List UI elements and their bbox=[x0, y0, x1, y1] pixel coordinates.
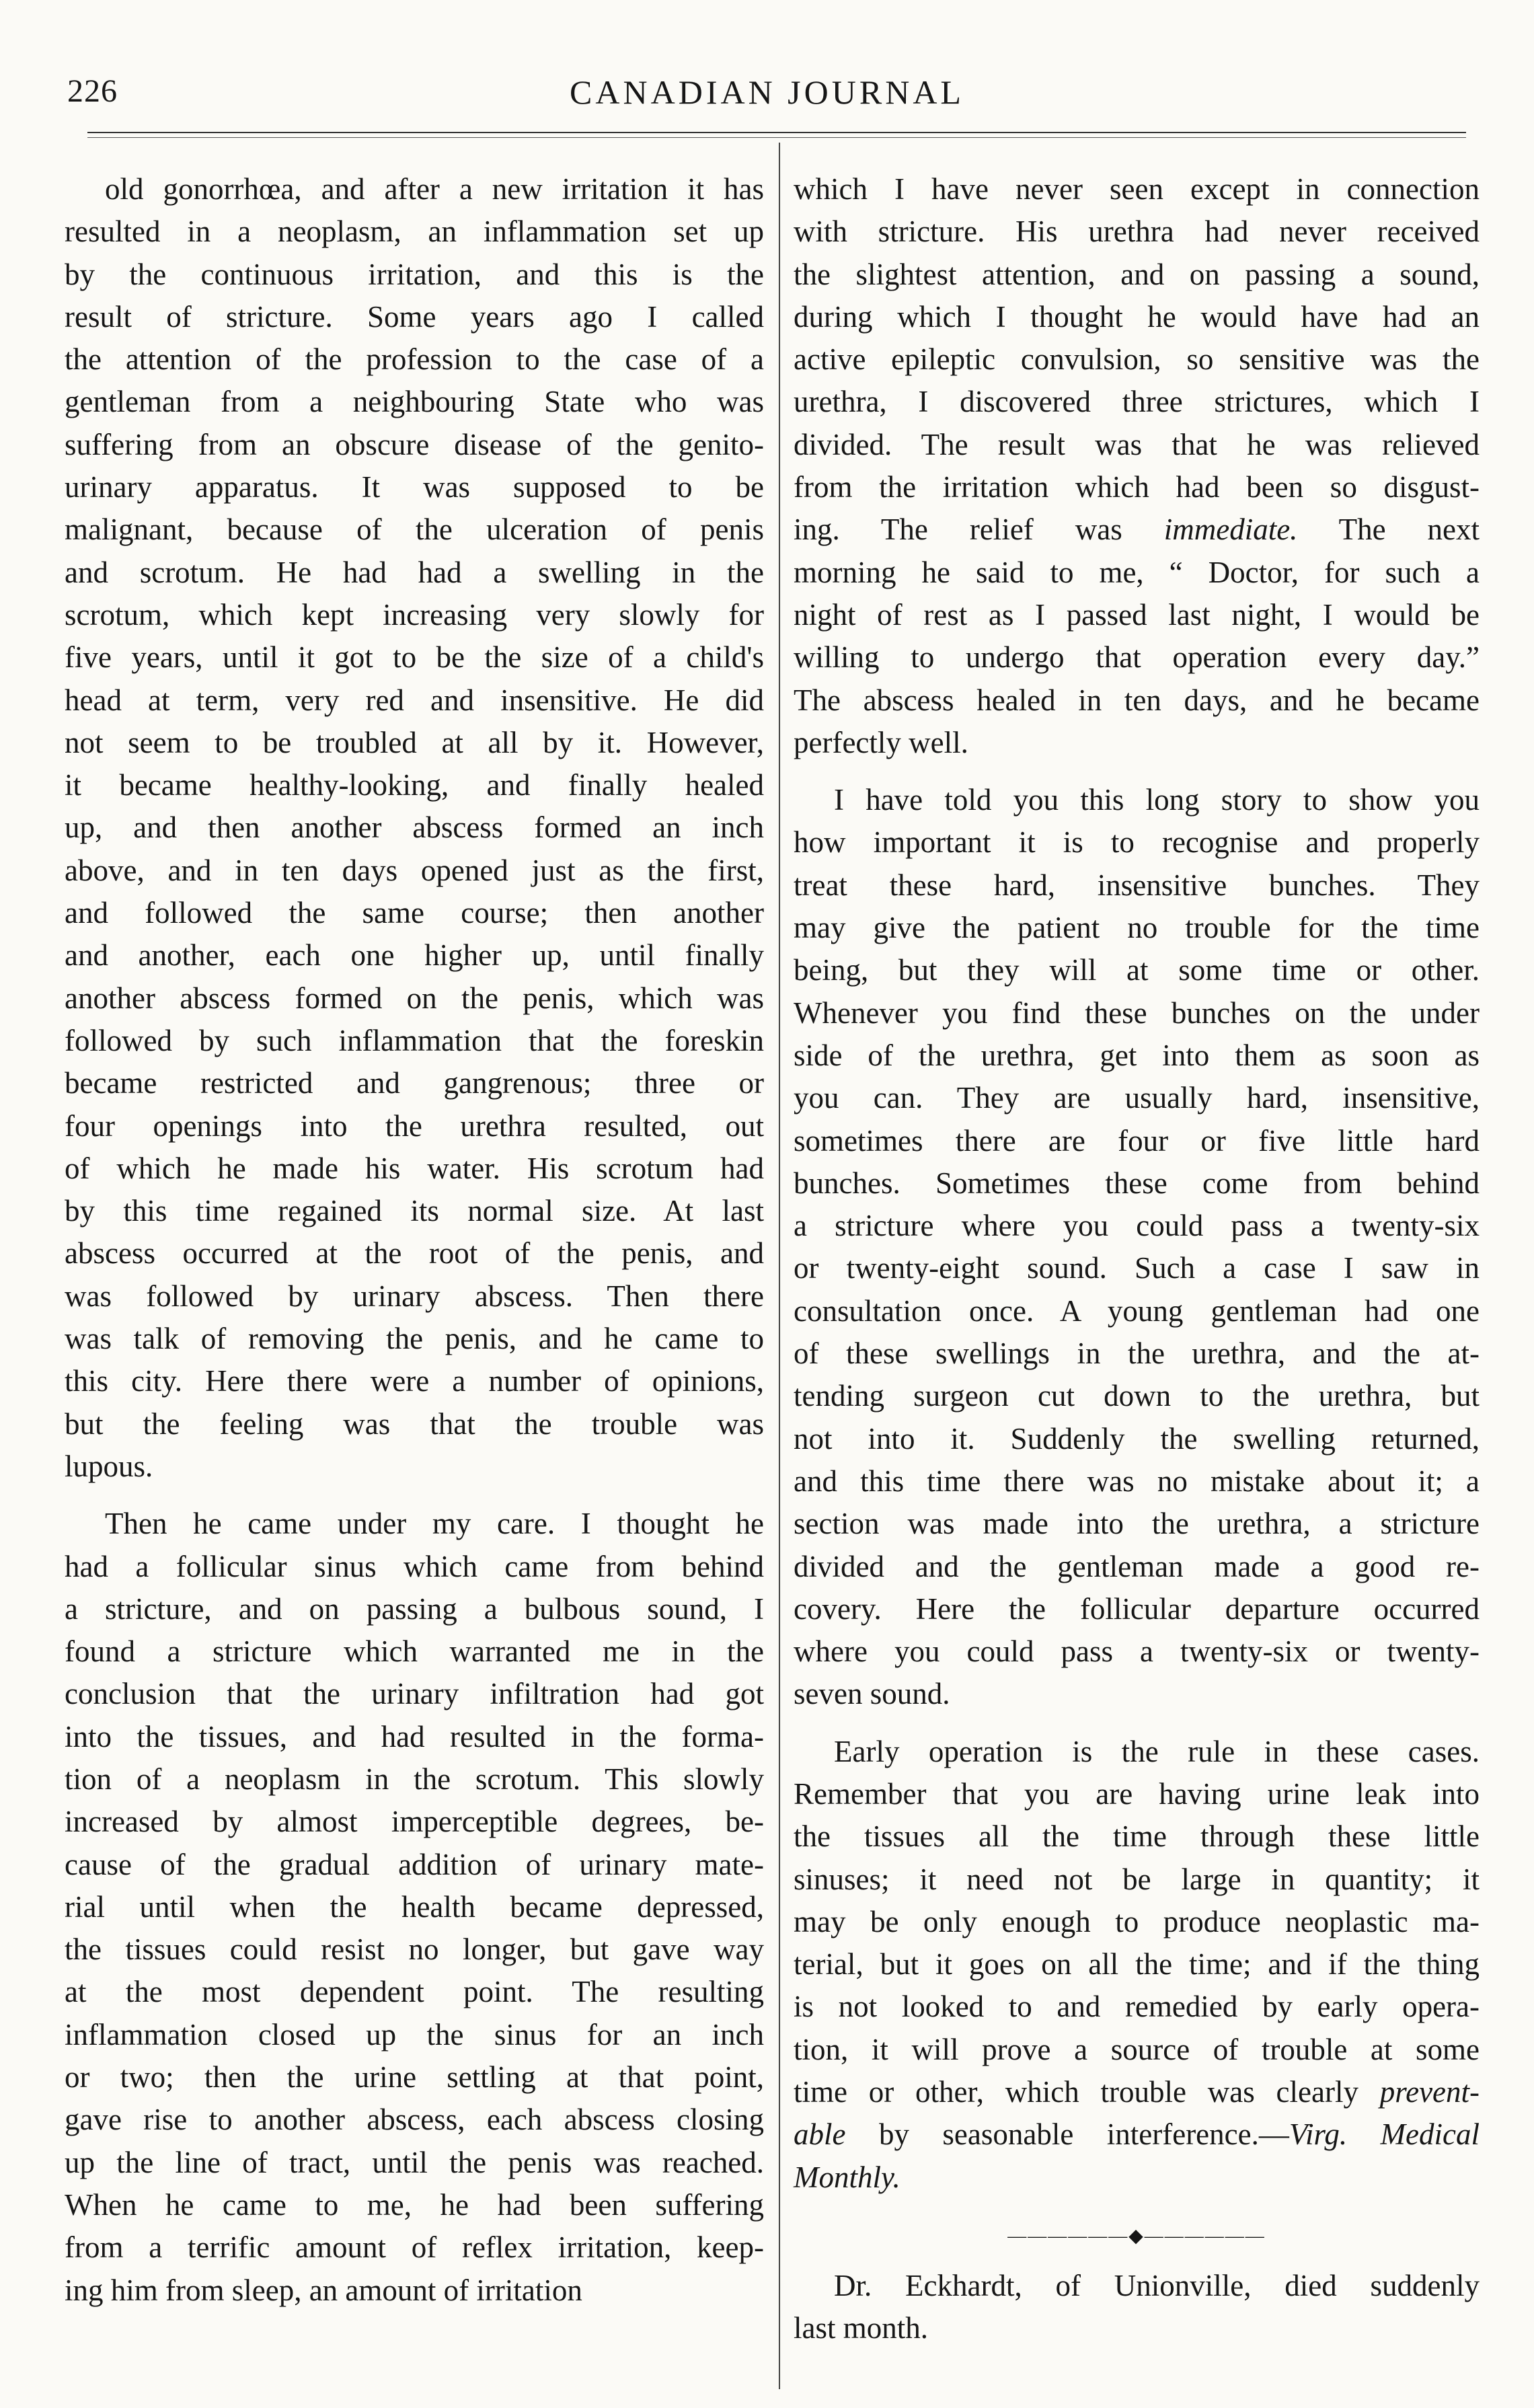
text-line: active epileptic convulsion, so sensitive was the bbox=[794, 342, 1480, 377]
text-line: inflammation closed up the sinus for an inch bbox=[65, 2017, 764, 2052]
text-line: perfectly well. bbox=[794, 725, 968, 759]
text-line: by this time regained its normal size. At last bbox=[65, 1194, 764, 1228]
text-line: scrotum, which kept increasing very slowly for bbox=[65, 597, 764, 632]
text-line: the tissues all the time through these little bbox=[794, 1819, 1480, 1854]
text-line: not seem to be troubled at all by it. However, bbox=[65, 725, 764, 759]
text-line: consultation once. A young gentleman had one bbox=[794, 1293, 1480, 1328]
text-line: and scrotum. He had had a swelling in the bbox=[65, 555, 764, 589]
text-line: and this time there was no mistake about it; a bbox=[794, 1464, 1480, 1498]
text-line: of these swellings in the urethra, and the at- bbox=[794, 1337, 1480, 1371]
text-line: When he came to me, he had been suffering bbox=[65, 2187, 764, 2222]
text-line: rial until when the health became depressed, bbox=[65, 1889, 764, 1924]
ornament-rule: ——————◆—————— bbox=[1007, 2225, 1266, 2247]
text-line: of which he made his water. His scrotum had bbox=[65, 1151, 764, 1185]
text-line: Dr. Eckhardt, of Unionville, died suddenly bbox=[834, 2268, 1480, 2302]
text-line: found a stricture which warranted me in the bbox=[65, 1634, 764, 1669]
text-line: ing him from sleep, an amount of irritation bbox=[65, 2273, 582, 2307]
text-line: is not looked to and remedied by early opera- bbox=[794, 1990, 1480, 2024]
text-line: it became healthy-looking, and finally healed bbox=[65, 768, 764, 802]
text-line: the tissues could resist no longer, but gave way bbox=[65, 1932, 764, 1967]
text-line: not into it. Suddenly the swelling returned, bbox=[794, 1421, 1480, 1456]
text-line: urethra, I discovered three strictures, which I bbox=[794, 385, 1480, 419]
header-rule-thin bbox=[87, 137, 1466, 138]
text-line: up the line of tract, until the penis was reached. bbox=[65, 2145, 764, 2179]
text-line: gentleman from a neighbouring State who was bbox=[65, 385, 764, 419]
text-line: into the tissues, and had resulted in the forma- bbox=[65, 1719, 764, 1754]
text-line: abscess occurred at the root of the penis, and bbox=[65, 1236, 764, 1271]
right-paragraph-1 bbox=[794, 168, 1480, 764]
text-line: how important it is to recognise and properly bbox=[794, 825, 1480, 860]
text-line: during which I thought he would have had an bbox=[794, 299, 1480, 334]
text-line: urinary apparatus. It was supposed to be bbox=[65, 470, 764, 504]
text-line: but the feeling was that the trouble was bbox=[65, 1406, 764, 1441]
text-line: head at term, very red and insensitive. He did bbox=[65, 683, 764, 717]
running-title: CANADIAN JOURNAL bbox=[570, 73, 964, 111]
text-line: resulted in a neoplasm, an inflammation set up bbox=[65, 215, 764, 249]
text-line: cause of the gradual addition of urinary mate- bbox=[65, 1847, 764, 1881]
text-line: which I have never seen except in connection bbox=[794, 172, 1480, 206]
text-line: where you could pass a twenty-six or twenty- bbox=[794, 1634, 1480, 1669]
left-paragraph-1 bbox=[65, 168, 764, 1488]
right-column bbox=[794, 168, 1480, 2350]
text-line: seven sound. bbox=[794, 1677, 950, 1711]
text-line bbox=[794, 509, 1480, 551]
paragraph-gap bbox=[794, 764, 1480, 779]
text-line: suffering from an obscure disease of the genito- bbox=[65, 427, 764, 461]
page-header bbox=[0, 73, 1534, 126]
text-line: morning he said to me, “ Doctor, for such a bbox=[794, 555, 1480, 589]
italic-word: immediate. bbox=[1163, 513, 1298, 547]
italic-word: prevent- bbox=[1379, 2075, 1480, 2109]
text-line: Remember that you are having urine leak into bbox=[794, 1776, 1480, 1811]
text-line: was followed by urinary abscess. Then there bbox=[65, 1279, 764, 1313]
text-line: another abscess formed on the penis, which was bbox=[65, 981, 764, 1015]
text-line: up, and then another abscess formed an inch bbox=[65, 811, 764, 845]
right-paragraph-2 bbox=[794, 779, 1480, 1716]
italic-word: able bbox=[794, 2117, 846, 2152]
text-line: terial, but it goes on all the time; and if the thing bbox=[794, 1947, 1480, 1982]
text-line: became restricted and gangrenous; three or bbox=[65, 1066, 764, 1100]
text-line: the slightest attention, and on passing a sound, bbox=[794, 257, 1480, 291]
paragraph-gap bbox=[65, 1488, 764, 1503]
text-line: from the irritation which had been so disgust- bbox=[794, 470, 1480, 504]
text-line: four openings into the urethra resulted, out bbox=[65, 1108, 764, 1143]
text-line: result of stricture. Some years ago I called bbox=[65, 299, 764, 334]
text-line: had a follicular sinus which came from behind bbox=[65, 1549, 764, 1583]
text-run: ing. The relief was bbox=[794, 513, 1164, 547]
column-divider bbox=[779, 143, 780, 2389]
text-line: being, but they will at some time or other. bbox=[794, 953, 1480, 987]
text-line: last month. bbox=[794, 2311, 928, 2345]
text-line: treat these hard, insensitive bunches. They bbox=[794, 868, 1480, 902]
right-paragraph-3 bbox=[794, 1731, 1480, 2199]
text-line: Then he came under my care. I thought he bbox=[105, 1507, 764, 1541]
text-line: malignant, because of the ulceration of penis bbox=[65, 513, 764, 547]
text-line: five years, until it got to be the size of a child's bbox=[65, 640, 764, 675]
text-line: increased by almost imperceptible degrees, be- bbox=[65, 1805, 764, 1839]
text-line: with stricture. His urethra had never received bbox=[794, 215, 1480, 249]
text-line: or twenty-eight sound. Such a case I saw in bbox=[794, 1251, 1480, 1285]
text-line: followed by such inflammation that the foreskin bbox=[65, 1023, 764, 1057]
text-line: bunches. Sometimes these come from behind bbox=[794, 1166, 1480, 1200]
text-line: may be only enough to produce neoplastic ma- bbox=[794, 1904, 1480, 1939]
text-line: and another, each one higher up, until finally bbox=[65, 938, 764, 973]
obituary-notice bbox=[794, 2265, 1480, 2350]
left-column bbox=[65, 168, 764, 2312]
text-line: side of the urethra, get into them as soon as bbox=[794, 1038, 1480, 1072]
text-line: sinuses; it need not be large in quantity; it bbox=[794, 1862, 1480, 1896]
text-line: you can. They are usually hard, insensitive, bbox=[794, 1081, 1480, 1115]
text-run: The next bbox=[1297, 513, 1480, 547]
text-line: and followed the same course; then another bbox=[65, 896, 764, 930]
paragraph-gap bbox=[794, 1716, 1480, 1731]
text-line: may give the patient no trouble for the time bbox=[794, 911, 1480, 945]
text-line: gave rise to another abscess, each abscess closing bbox=[65, 2103, 764, 2137]
text-line bbox=[794, 2156, 1480, 2199]
text-line: this city. Here there were a number of opinions, bbox=[65, 1364, 764, 1398]
text-line: section was made into the urethra, a stricture bbox=[794, 1507, 1480, 1541]
text-line: a stricture, and on passing a bulbous sound, I bbox=[65, 1591, 764, 1626]
text-line: by the continuous irritation, and this is the bbox=[65, 257, 764, 291]
text-run: time or other, which trouble was clearly bbox=[794, 2075, 1380, 2109]
text-line: lupous. bbox=[65, 1449, 153, 1483]
text-line: I have told you this long story to show you bbox=[834, 783, 1480, 817]
text-line bbox=[794, 2071, 1480, 2113]
left-paragraph-2 bbox=[65, 1503, 764, 2312]
text-line: at the most dependent point. The resulting bbox=[65, 1975, 764, 2009]
text-line: tion of a neoplasm in the scrotum. This slowly bbox=[65, 1762, 764, 1796]
header-rule bbox=[87, 132, 1466, 133]
text-line: or two; then the urine settling at that point, bbox=[65, 2060, 764, 2095]
text-line: old gonorrhœa, and after a new irritation it has bbox=[105, 172, 764, 206]
text-line: The abscess healed in ten days, and he became bbox=[794, 683, 1480, 717]
text-line: above, and in ten days opened just as the first, bbox=[65, 853, 764, 887]
text-line bbox=[794, 2113, 1480, 2156]
text-line: the attention of the profession to the case of a bbox=[65, 342, 764, 377]
text-line: was talk of removing the penis, and he came to bbox=[65, 1322, 764, 1356]
text-line: willing to undergo that operation every day.” bbox=[794, 640, 1480, 675]
citation-source: Monthly. bbox=[794, 2160, 900, 2194]
text-line: night of rest as I passed last night, I would be bbox=[794, 597, 1480, 632]
section-ornament bbox=[794, 2215, 1480, 2249]
page-number: 226 bbox=[67, 73, 118, 109]
text-line: tending surgeon cut down to the urethra, but bbox=[794, 1379, 1480, 1413]
text-line: Whenever you find these bunches on the under bbox=[794, 995, 1480, 1030]
text-line: a stricture where you could pass a twenty-six bbox=[794, 1209, 1480, 1243]
text-line: divided. The result was that he was relieved bbox=[794, 427, 1480, 461]
citation-source: Virg. Medical bbox=[1289, 2117, 1480, 2152]
text-line: conclusion that the urinary infiltration had got bbox=[65, 1677, 764, 1711]
text-run: by seasonable interference.— bbox=[845, 2117, 1289, 2152]
text-line: Early operation is the rule in these cases. bbox=[834, 1734, 1480, 1768]
text-line: divided and the gentleman made a good re- bbox=[794, 1549, 1480, 1583]
text-line: tion, it will prove a source of trouble at some bbox=[794, 2032, 1480, 2066]
text-line: from a terrific amount of reflex irritation, keep- bbox=[65, 2230, 764, 2265]
text-line: sometimes there are four or five little hard bbox=[794, 1123, 1480, 1158]
text-line: covery. Here the follicular departure occurred bbox=[794, 1591, 1480, 1626]
